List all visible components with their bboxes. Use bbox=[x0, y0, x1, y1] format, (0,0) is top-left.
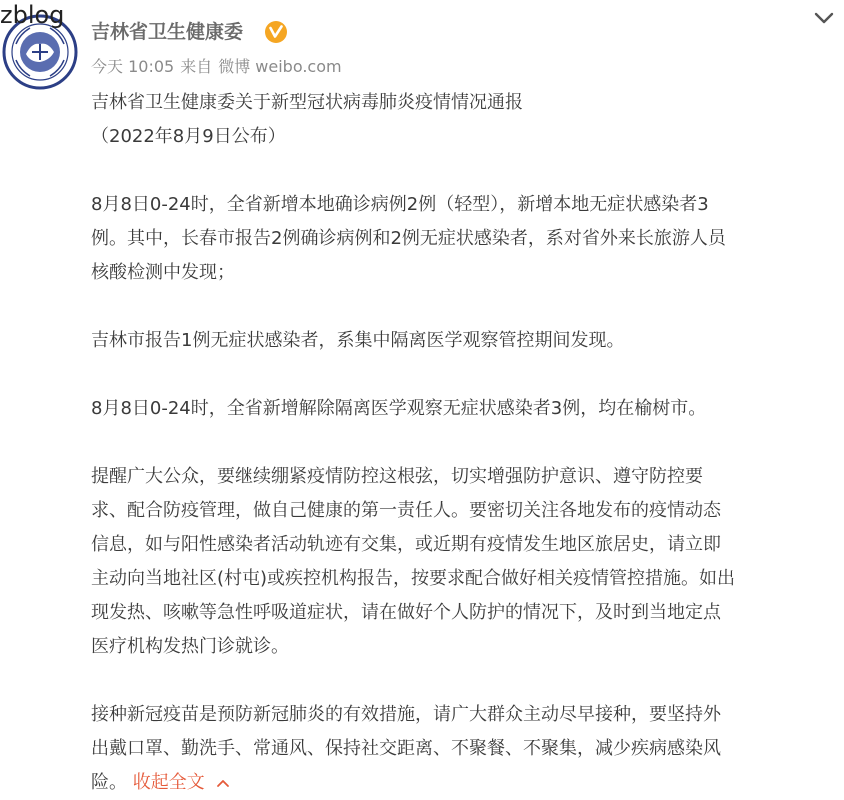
paragraph-4-line-3: 信息，如与阳性感染者活动轨迹有交集，或近期有疫情发生地区旅居史，请立即 bbox=[91, 534, 721, 555]
paragraph-1-line-2: 例。其中，长春市报告2例确诊病例和2例无症状感染者，系对省外来长旅游人员 bbox=[91, 228, 726, 249]
paragraph-2: 吉林市报告1例无症状感染者，系集中隔离医学观察管控期间发现。 bbox=[91, 330, 625, 351]
paragraph-4-line-5: 现发热、咳嗽等急性呼吸道症状，请在做好个人防护的情况下，及时到当地定点 bbox=[91, 602, 721, 623]
verified-badge-icon bbox=[264, 20, 288, 44]
collapse-label[interactable]: 收起全文 bbox=[132, 772, 205, 793]
paragraph-5-line-1: 接种新冠疫苗是预防新冠肺炎的有效措施，请广大群众主动尽早接种，要坚持外 bbox=[91, 704, 721, 725]
paragraph-4-line-2: 求、配合防疫管理，做自己健康的第一责任人。要密切关注各地发布的疫情动态 bbox=[91, 500, 721, 521]
post-meta bbox=[91, 56, 348, 78]
paragraph-1-line-3: 核酸检测中发现； bbox=[91, 262, 235, 283]
author-name[interactable]: 吉林省卫生健康委 bbox=[91, 21, 244, 43]
paragraph-5-line-2: 出戴口罩、勤洗手、常通风、保持社交距离、不聚餐、不聚集，减少疾病感染风 bbox=[91, 738, 721, 759]
post-source[interactable]: 微博 weibo.com bbox=[218, 57, 342, 76]
post-title: 吉林省卫生健康委关于新型冠状病毒肺炎疫情情况通报 bbox=[91, 92, 523, 113]
post-time[interactable]: 今天 10:05 bbox=[91, 57, 175, 76]
chevron-up-icon[interactable] bbox=[216, 778, 230, 788]
post-content bbox=[91, 86, 831, 800]
paragraph-5-end: 险。 bbox=[91, 772, 127, 793]
post-date-line: （2022年8月9日公布） bbox=[91, 126, 286, 147]
paragraph-4-line-1: 提醒广大公众，要继续绷紧疫情防控这根弦，切实增强防护意识、遵守防控要 bbox=[91, 466, 703, 487]
paragraph-3: 8月8日0-24时，全省新增解除隔离医学观察无症状感染者3例，均在榆树市。 bbox=[91, 398, 707, 419]
collapse-text-button[interactable] bbox=[133, 772, 231, 793]
paragraph-1-line-1: 8月8日0-24时，全省新增本地确诊病例2例（轻型），新增本地无症状感染者3 bbox=[91, 194, 709, 215]
source-prefix: 来自 bbox=[180, 57, 213, 76]
chevron-down-icon[interactable] bbox=[812, 6, 836, 30]
paragraph-4-line-6: 医疗机构发热门诊就诊。 bbox=[91, 636, 289, 657]
paragraph-5-line-3 bbox=[91, 766, 831, 800]
watermark: zblog bbox=[0, 1, 65, 29]
paragraph-4-line-4: 主动向当地社区(村屯)或疾控机构报告，按要求配合做好相关疫情管控措施。如出 bbox=[91, 568, 736, 589]
